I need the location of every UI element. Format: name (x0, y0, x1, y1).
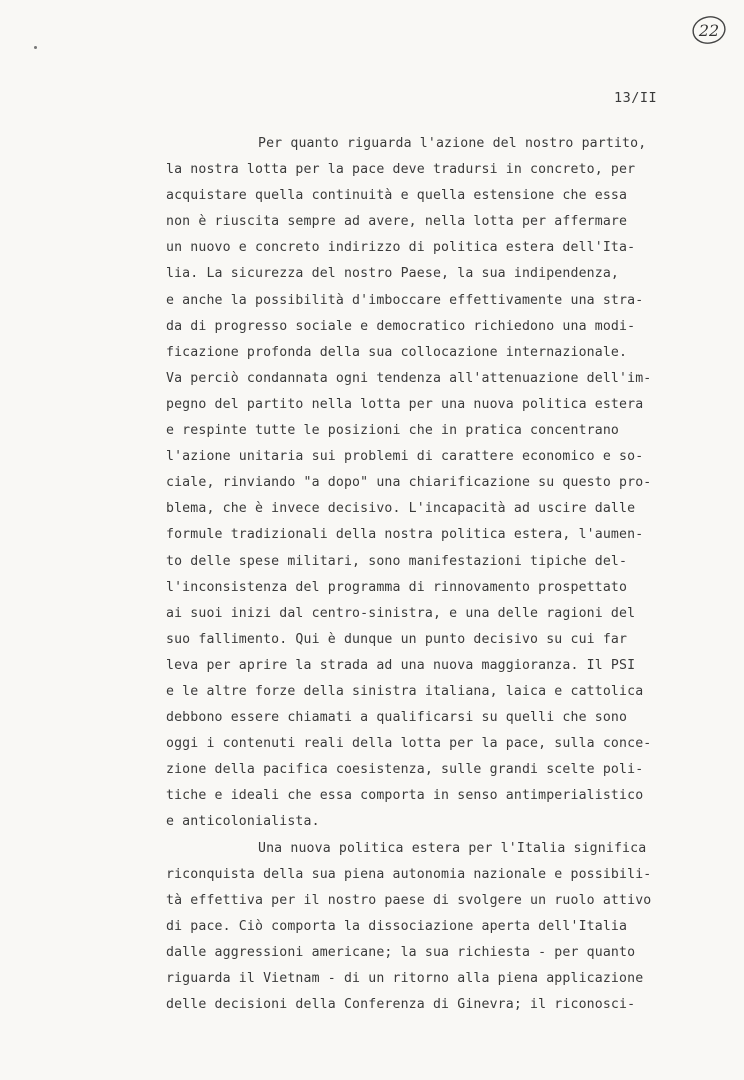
text-line: debbono essere chiamati a qualificarsi su quelli che sono (166, 710, 628, 726)
text-line: e le altre forze della sinistra italiana, laica e cattolica (166, 683, 644, 699)
text-line: l'azione unitaria sui problemi di carattere economico e so- (166, 449, 644, 465)
text-line: Va perciò condannata ogni tendenza all'attenuazione dell'im- (166, 370, 652, 386)
text-line: ciale, rinviando "a dopo" una chiarificazione su questo pro- (166, 475, 652, 491)
text-line: dalle aggressioni americane; la sua richiesta - per quanto (166, 944, 636, 960)
text-line: Una nuova politica estera per l'Italia significa (258, 840, 647, 856)
text-line: di pace. Ciò comporta la dissociazione aperta dell'Italia (166, 918, 628, 934)
text-line: non è riuscita sempre ad avere, nella lotta per affermare (166, 214, 628, 230)
text-line: leva per aprire la strada ad una nuova maggioranza. Il PSI (166, 657, 636, 673)
text-line: riconquista della sua piena autonomia nazionale e possibili- (166, 866, 652, 882)
text-line: ficazione profonda della sua collocazione internazionale. (166, 344, 628, 360)
paragraph (166, 131, 706, 836)
text-line: ai suoi inizi dal centro-sinistra, e una delle ragioni del (166, 605, 636, 621)
text-line: e anche la possibilità d'imboccare effettivamente una stra- (166, 292, 644, 308)
text-line: oggi i contenuti reali della lotta per la pace, sulla conce- (166, 736, 652, 752)
text-line: suo fallimento. Qui è dunque un punto decisivo su cui far (166, 631, 628, 647)
text-line: e respinte tutte le posizioni che in pratica concentrano (166, 423, 620, 439)
page-number-stamp (690, 14, 728, 46)
text-line: zione della pacifica coesistenza, sulle grandi scelte poli- (166, 762, 644, 778)
text-line: Per quanto riguarda l'azione del nostro partito, (258, 136, 647, 151)
text-line: tà effettiva per il nostro paese di svolgere un ruolo attivo (166, 892, 652, 908)
text-line: un nuovo e concreto indirizzo di politica estera dell'Ita- (166, 240, 636, 256)
speck (34, 46, 37, 49)
text-line: riguarda il Vietnam - di un ritorno alla piena applicazione (166, 971, 644, 986)
text-line: to delle spese militari, sono manifestazioni tipiche del- (166, 553, 628, 569)
text-line: l'inconsistenza del programma di rinnovamento prospettato (166, 579, 628, 595)
text-line: la nostra lotta per la pace deve tradursi in concreto, per (166, 162, 636, 178)
text-line: formule tradizionali della nostra politica estera, l'aumen- (166, 527, 644, 543)
text-line: acquistare quella continuità e quella estensione che essa (166, 188, 628, 204)
page-number-stamp-text: 22 (698, 21, 720, 40)
body-text (166, 131, 706, 1018)
text-line: pegno del partito nella lotta per una nuova politica estera (166, 396, 644, 412)
text-line: e anticolonialista. (166, 814, 320, 830)
text-line: da di progresso sociale e democratico richiedono una modi- (166, 318, 636, 334)
paragraph (166, 836, 706, 1019)
page-reference: 13/II (614, 90, 658, 106)
text-line: tiche e ideali che essa comporta in senso antimperialistico (166, 788, 644, 804)
text-line: delle decisioni della Conferenza di Ginevra; il riconosci- (166, 997, 636, 1013)
text-line: blema, che è invece decisivo. L'incapacità ad uscire dalle (166, 501, 636, 517)
text-line: lia. La sicurezza del nostro Paese, la sua indipendenza, (166, 266, 620, 282)
